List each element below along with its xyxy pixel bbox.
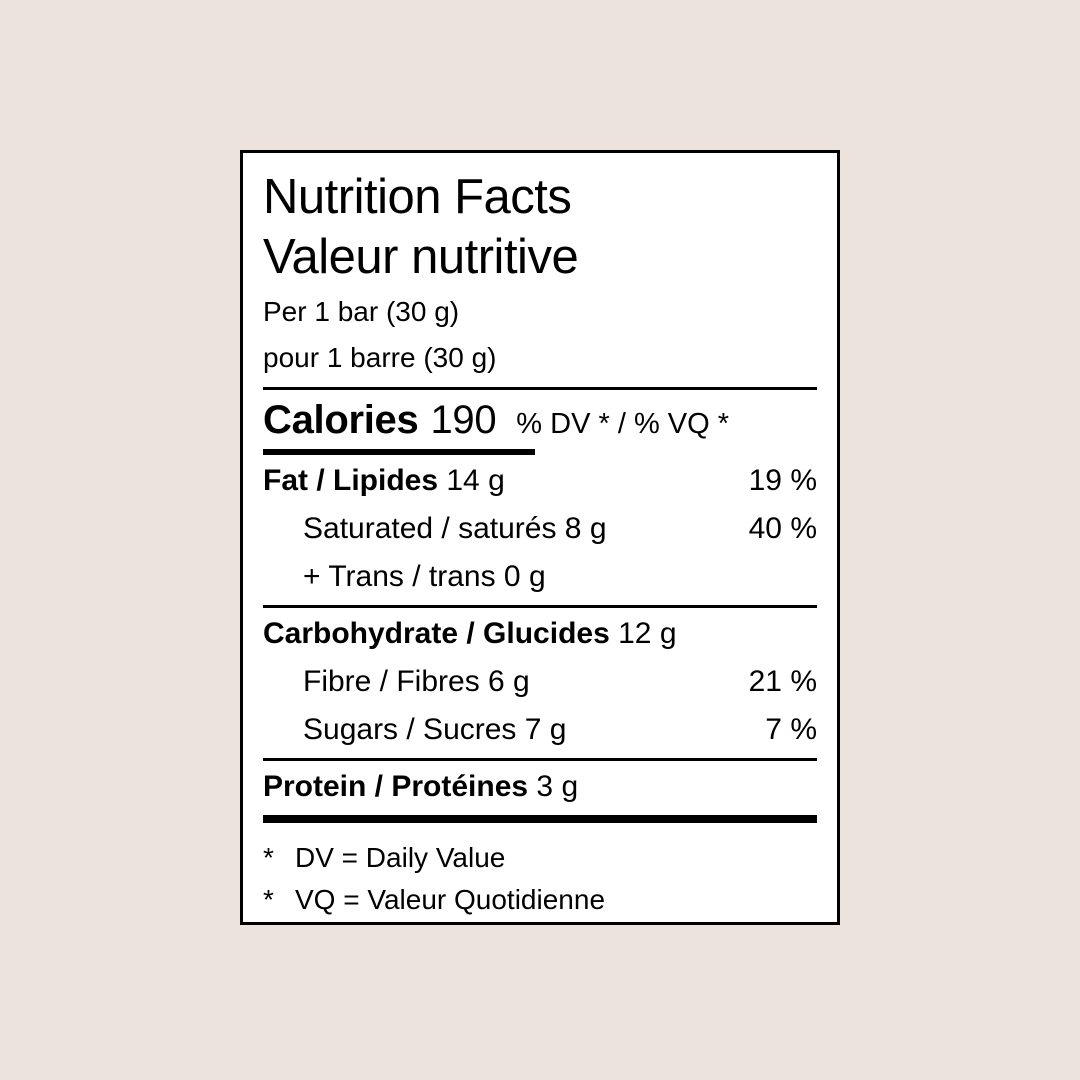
calories-value: 190	[430, 398, 497, 442]
footnote-text-vq: VQ = Valeur Quotidienne	[295, 884, 606, 915]
row-label-fat-bold: Fat / Lipides	[263, 464, 439, 497]
footnote-star-vq: *	[263, 884, 274, 915]
row-label-fibre: Fibre / Fibres 6 g	[303, 665, 530, 698]
page-title-english: Nutrition Facts	[263, 170, 572, 224]
footnote-text-dv: DV = Daily Value	[295, 842, 506, 873]
table-row-carbohydrate	[263, 608, 817, 656]
footnote-vq	[263, 879, 817, 921]
row-label-protein	[263, 765, 578, 809]
page-title-french: Valeur nutritive	[263, 230, 579, 284]
row-label-protein-bold: Protein / Protéines	[263, 770, 529, 803]
nutrition-facts-inner	[263, 169, 817, 938]
row-label-trans: + Trans / trans 0 g	[303, 560, 546, 593]
row-dv-fat: 19 %	[748, 464, 817, 497]
calories-row	[263, 398, 817, 443]
table-row-fibre	[263, 656, 817, 704]
table-row-sugars	[263, 704, 817, 752]
row-label-saturated: Saturated / saturés 8 g	[303, 512, 607, 545]
nutrition-facts-panel	[240, 150, 840, 925]
table-row-saturated	[263, 503, 817, 551]
row-amount-carbohydrate: 12 g	[618, 617, 677, 650]
row-dv-sugars: 7 %	[765, 713, 817, 746]
table-row-protein	[263, 761, 817, 809]
table-row-trans	[263, 551, 817, 599]
row-dv-saturated: 40 %	[748, 512, 817, 545]
footnotes	[263, 837, 817, 921]
daily-value-header: % DV * / % VQ *	[516, 408, 730, 440]
calories-label: Calories	[263, 398, 419, 442]
table-row-fat	[263, 455, 817, 503]
row-label-carbohydrate-bold: Carbohydrate / Glucides	[263, 617, 610, 650]
footnote-star-dv: *	[263, 842, 274, 873]
row-amount-protein: 3 g	[536, 770, 579, 803]
row-dv-fibre: 21 %	[748, 665, 817, 698]
divider-above-footnotes	[263, 815, 817, 823]
row-label-fat	[263, 459, 505, 503]
row-label-sugars: Sugars / Sucres 7 g	[303, 713, 567, 746]
divider-above-calories	[263, 387, 817, 390]
footnote-dv	[263, 837, 817, 879]
row-amount-fat: 14 g	[446, 464, 505, 497]
serving-size-french: pour 1 barre (30 g)	[263, 342, 497, 373]
serving-size-english: Per 1 bar (30 g)	[263, 296, 460, 327]
row-label-carbohydrate	[263, 612, 677, 656]
